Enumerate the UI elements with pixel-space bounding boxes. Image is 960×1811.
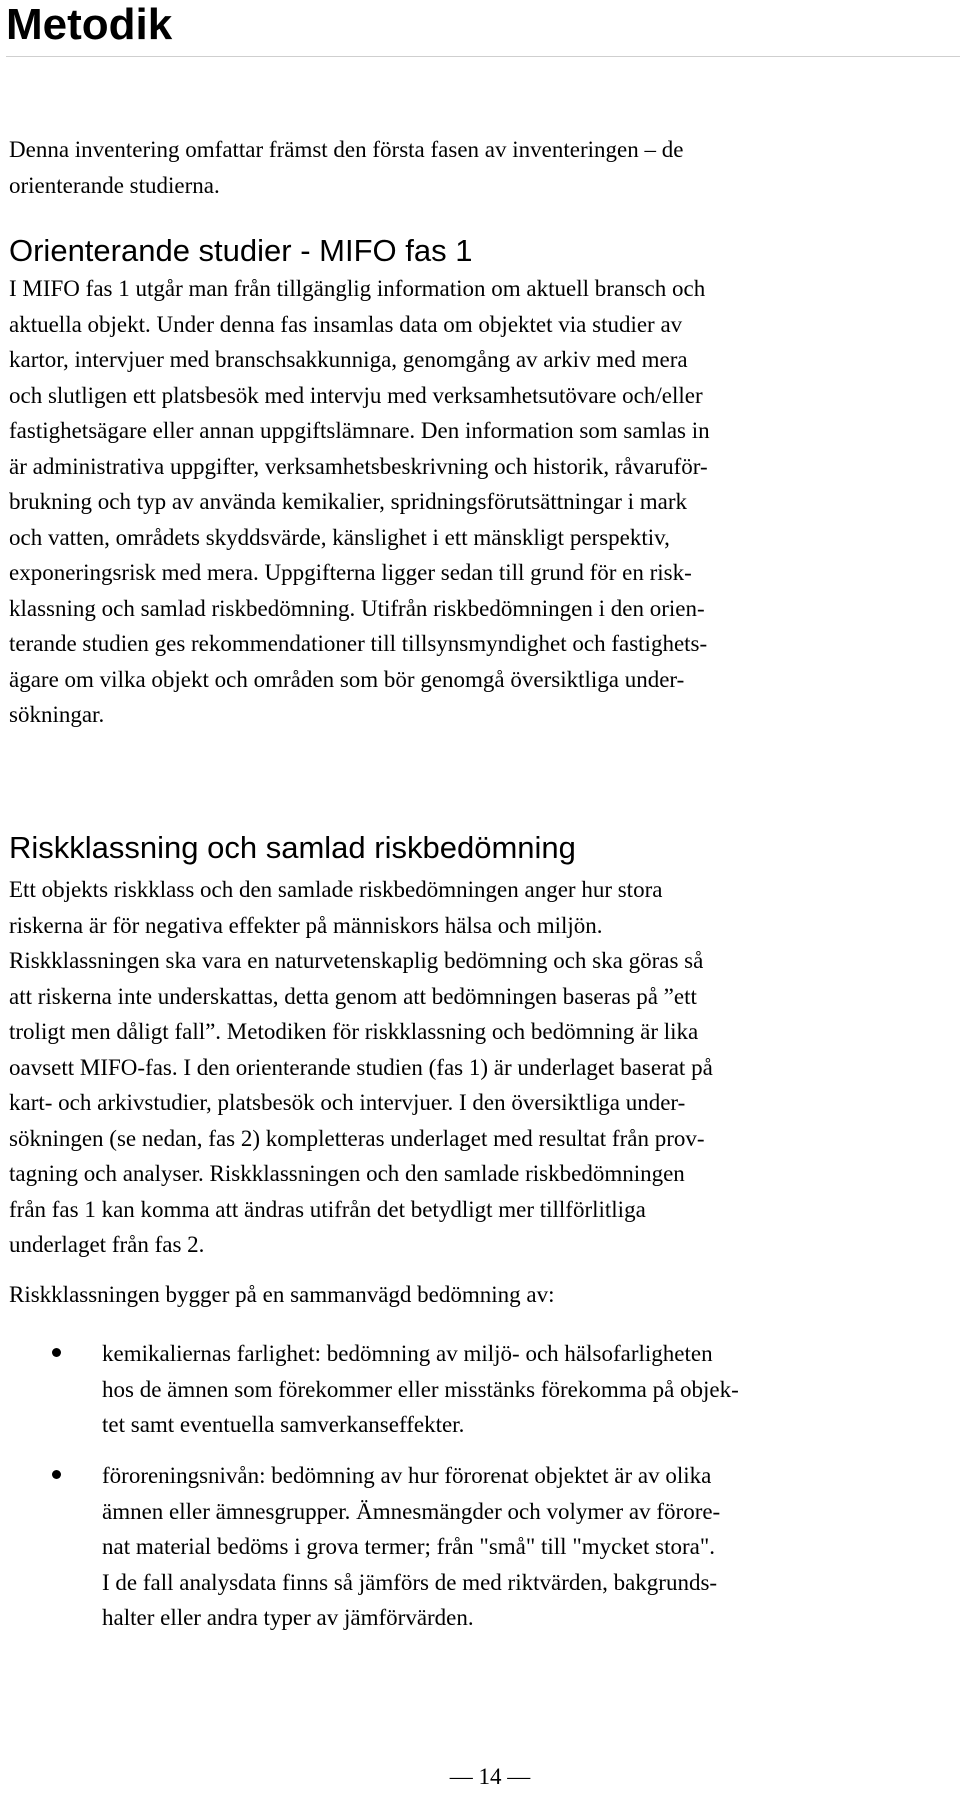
page-number: — 14 — [449, 1764, 531, 1789]
text-line: oavsett MIFO-fas. I den orienterande studien (fas 1) är underlaget baserat på [9, 1054, 713, 1080]
text-line: ämnen eller ämnesgrupper. Ämnesmängder och volymer av förore- [102, 1498, 721, 1524]
text-line: nat material bedöms i grova termer; från "små" till "mycket stora". [102, 1534, 716, 1559]
text-line: ägare om vilka objekt och områden som bör genomgå översiktliga under- [9, 666, 685, 692]
text-line: orienterande studierna. [9, 172, 220, 198]
text-line: kartor, intervjuer med branschsakkunniga, genomgång av arkiv med mera [9, 347, 688, 372]
text-line: Riskklassningen ska vara en naturvetenskaplig bedömning och ska göras så [9, 948, 704, 973]
text-line: hos de ämnen som förekommer eller misstänks förekomma på objek- [102, 1376, 739, 1402]
text-line: kemikaliernas farlighet: bedömning av miljö- och hälsofarligheten [102, 1341, 713, 1366]
text-line: brukning och typ av använda kemikalier, spridningsförutsättningar i mark [9, 489, 688, 514]
page-title: Metodik [6, 0, 173, 49]
text-line: aktuella objekt. Under denna fas insamlas data om objektet via studier av [9, 311, 683, 337]
intro-paragraph [9, 132, 954, 203]
list-intro [9, 1277, 954, 1313]
text-line: Riskklassningen bygger på en sammanvägd bedömning av: [9, 1282, 555, 1307]
text-line: terande studien ges rekommendationer till tillsynsmyndighet och fastighets- [9, 631, 708, 656]
text-line: halter eller andra typer av jämförvärden. [102, 1605, 474, 1630]
text-line: föroreningsnivån: bedömning av hur förorenat objektet är av olika [102, 1463, 712, 1488]
section2-paragraph [9, 872, 954, 1263]
bullet-icon [52, 1470, 61, 1479]
text-line: Ett objekts riskklass och den samlade riskbedömningen anger hur stora [9, 877, 663, 902]
text-line: och slutligen ett platsbesök med intervju med verksamhetsutövare och/eller [9, 382, 703, 408]
text-line: kart- och arkivstudier, platsbesök och intervjuer. I den översiktliga under- [9, 1090, 686, 1115]
text-line: att riskerna inte underskattas, detta genom att bedömningen baseras på ”ett [9, 983, 697, 1009]
text-line: och vatten, områdets skyddsvärde, känslighet i ett mänskligt perspektiv, [9, 524, 670, 550]
section1-paragraph [9, 271, 954, 733]
text-line: tagning och analyser. Riskklassningen och den samlade riskbedömningen [9, 1161, 685, 1186]
list-item-text [102, 1458, 952, 1636]
text-line: troligt men dåligt fall”. Metodiken för riskklassning och bedömning är lika [9, 1019, 699, 1044]
text-line: exponeringsrisk med mera. Uppgifterna ligger sedan till grund för en risk- [9, 560, 692, 585]
text-line: riskerna är för negativa effekter på människors hälsa och miljön. [9, 912, 603, 938]
text-line: sökningen (se nedan, fas 2) kompletteras underlaget med resultat från prov- [9, 1125, 705, 1151]
text-line: tet samt eventuella samverkanseffekter. [102, 1412, 465, 1437]
list-item-text [102, 1336, 952, 1443]
text-line: fastighetsägare eller annan uppgiftslämnare. Den information som samlas in [9, 418, 710, 443]
bullet-icon [52, 1348, 61, 1357]
text-line: I de fall analysdata finns så jämförs de med riktvärden, bakgrunds- [102, 1569, 718, 1595]
text-line: sökningar. [9, 702, 105, 727]
section-heading-riskklassning: Riskklassning och samlad riskbedömning [9, 830, 576, 865]
text-line: från fas 1 kan komma att ändras utifrån det betydligt mer tillförlitliga [9, 1196, 646, 1222]
text-line: är administrativa uppgifter, verksamhetsbeskrivning och historik, råvaruför- [9, 453, 708, 479]
text-line: underlaget från fas 2. [9, 1232, 205, 1257]
text-line: Denna inventering omfattar främst den första fasen av inventeringen – de [9, 137, 684, 162]
text-line: klassning och samlad riskbedömning. Utifrån riskbedömningen i den orien- [9, 595, 705, 621]
text-line: I MIFO fas 1 utgår man från tillgänglig information om aktuell bransch och [9, 276, 706, 301]
title-divider [6, 56, 960, 57]
section-heading-orienterande: Orienterande studier - MIFO fas 1 [9, 233, 473, 268]
